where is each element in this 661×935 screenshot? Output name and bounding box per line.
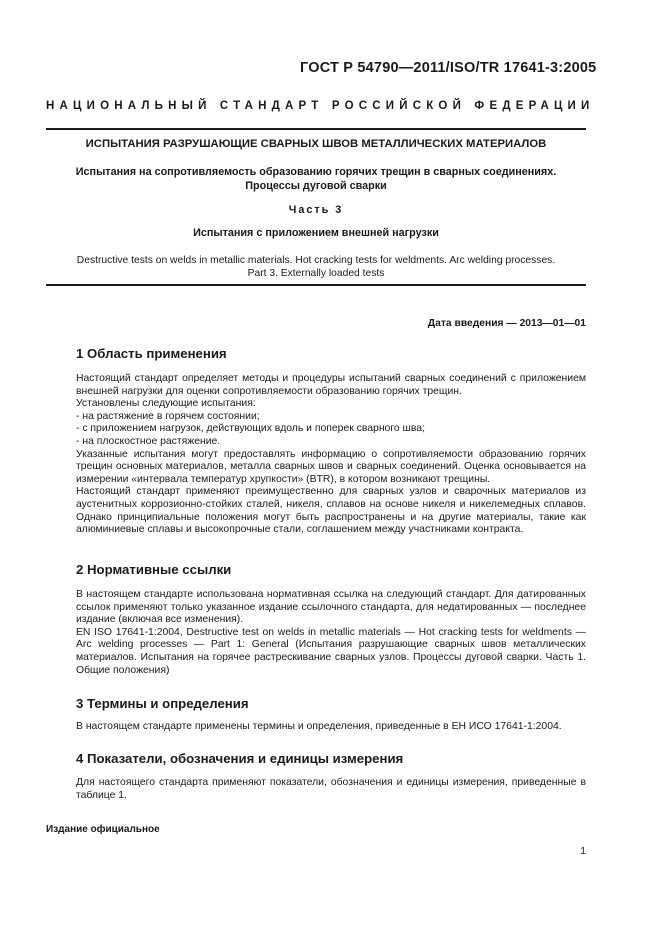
part-label: Часть 3	[288, 204, 344, 216]
subtitle-line-2: Процессы дуговой сварки	[245, 180, 387, 192]
main-title: ИСПЫТАНИЯ РАЗРУШАЮЩИЕ СВАРНЫХ ШВОВ МЕТАЛЛИЧЕСКИХ МАТЕРИАЛОВ	[85, 138, 547, 150]
subtitle-line-1: Испытания на сопротивляемость образованию горячих трещин в сварных соединениях.	[75, 166, 557, 178]
section-1-paragraph-4: Настоящий стандарт применяют преимущественно для сварных узлов и сварочных материалов из аустенитных коррозионно-стойких сталей, никеля, сплавов на основе никеля и никелемедных сплавов. Однако принципиальные положения могут быть распространены и на другие материалы, такие как алюминиевые сплавы и высокопрочные стали, соглашением между участниками контракта.	[76, 486, 586, 536]
section-4-heading: 4 Показатели, обозначения и единицы измерения	[76, 751, 404, 766]
english-title-line-2: Part 3. Externally loaded tests	[247, 268, 385, 279]
document-id: ГОСТ Р 54790—2011/ISO/TR 17641-3:2005	[300, 60, 597, 76]
section-1-paragraph-1: Настоящий стандарт определяет методы и процедуры испытаний сварных соединений с приложением внешней нагрузки для оценки сопротивляемости образованию горячих трещин.	[76, 373, 586, 397]
section-1-paragraph-2: Установлены следующие испытания:	[76, 398, 256, 410]
section-3-paragraph-1: В настоящем стандарте применены термины и определения, приведенные в ЕН ИСО 17641-1:2004.	[76, 721, 562, 732]
introduction-date: Дата введения — 2013—01—01	[427, 318, 586, 329]
tests-list	[76, 411, 586, 449]
section-2-paragraph-1: В настоящем стандарте использована нормативная ссылка на следующий стандарт. Для датированных ссылок применяют только указанное издание ссылочного стандарта, для недатированных — последнее издание (включая все изменения).	[76, 589, 586, 626]
list-item: - на растяжение в горячем состоянии;	[76, 410, 260, 422]
subtitle	[46, 165, 586, 193]
bottom-rule	[46, 284, 586, 286]
section-4-paragraph-1: Для настоящего стандарта применяют показатели, обозначения и единицы измерения, приведенные в таблице 1.	[76, 777, 586, 801]
official-edition-note: Издание официальное	[46, 824, 160, 835]
page-number: 1	[580, 846, 586, 857]
section-2-paragraph-2: EN ISO 17641-1:2004, Destructive test on welds in metallic materials — Hot cracking tests for weldments — Arc welding processes — Part 1: General (Испытания разрушающие сварных швов металлических материалов. Испытания на горячее растрескивание сварных узлов. Процессы дуговой сварки. Часть 1. Общие положения)	[76, 626, 586, 676]
section-2-heading: 2 Нормативные ссылки	[76, 562, 232, 577]
list-item: - с приложением нагрузок, действующих вдоль и поперек сварного шва;	[76, 423, 425, 435]
section-1-heading: 1 Область применения	[76, 346, 227, 361]
english-title-line-1: Destructive tests on welds in metallic materials. Hot cracking tests for weldments. Arc welding processes.	[76, 255, 556, 266]
section-3-heading: 3 Термины и определения	[76, 696, 249, 711]
national-standard-banner: НАЦИОНАЛЬНЫЙ СТАНДАРТ РОССИЙСКОЙ ФЕДЕРАЦИИ	[46, 100, 595, 112]
section-1-body	[76, 373, 586, 537]
top-rule	[46, 128, 586, 130]
english-title	[46, 254, 586, 280]
section-2-body	[76, 589, 586, 677]
section-1-paragraph-3: Указанные испытания могут предоставлять информацию о сопротивляемости образованию горячих трещин основных материалов, металла сварных швов и сварных соединений. Оценка основывается на измерении «интервала температур хрупкости» (BTR), в котором возникают трещины.	[76, 448, 586, 485]
list-item: - на плоскостное растяжение.	[76, 435, 221, 447]
part-title: Испытания с приложением внешней нагрузки	[193, 227, 439, 239]
